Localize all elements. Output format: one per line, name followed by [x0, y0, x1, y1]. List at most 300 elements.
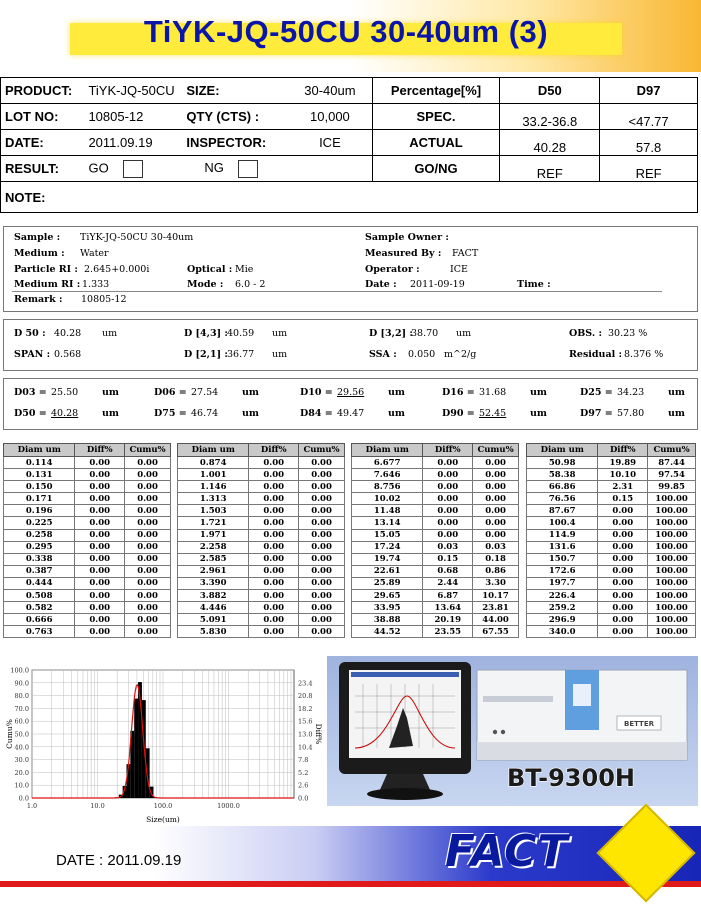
y-left-tick-label: 20.0 — [14, 768, 29, 777]
diam-cell: 0.150 — [4, 481, 75, 493]
table-row — [178, 469, 345, 481]
diff-cell: 0.00 — [75, 590, 125, 602]
gong-d97: REF — [600, 156, 698, 182]
y-left-tick-label: 10.0 — [14, 781, 29, 790]
spec-d50: 33.2-36.8 — [500, 104, 600, 130]
ssa-label: SSA : — [369, 349, 397, 360]
col-header: Diam um — [527, 444, 598, 457]
cumu-cell: 100.00 — [648, 493, 696, 505]
table-row — [352, 553, 519, 565]
diff-cell: 0.00 — [249, 614, 299, 626]
cumu-cell: 0.00 — [125, 529, 171, 541]
diam-cell: 3.390 — [178, 577, 249, 589]
diff-cell: 0.00 — [598, 590, 648, 602]
cumu-cell: 0.03 — [473, 541, 519, 553]
diff-cell: 20.19 — [423, 614, 473, 626]
spec-label: SPEC. — [372, 104, 500, 130]
diam-cell: 0.196 — [4, 505, 75, 517]
cumu-cell: 100.00 — [648, 626, 696, 638]
table-row — [527, 517, 696, 529]
residual-label: Residual : — [569, 349, 623, 360]
table-row — [178, 553, 345, 565]
footer-date: DATE : 2011.09.19 — [56, 852, 182, 869]
table-row — [352, 602, 519, 614]
percentile-unit: um — [668, 387, 685, 398]
diff-cell: 0.00 — [598, 541, 648, 553]
y-right-tick-label: 18.2 — [298, 704, 313, 713]
percentile-label: D25 = — [580, 387, 613, 398]
diff-cell: 0.00 — [249, 565, 299, 577]
size-label: SIZE: — [182, 78, 288, 104]
percentile-label: D90 = — [442, 408, 475, 419]
diam-cell: 0.225 — [4, 517, 75, 529]
go-option[interactable] — [84, 156, 182, 182]
medium-ri-label: Medium RI : — [14, 279, 81, 290]
y-right-tick-label: 7.8 — [298, 756, 309, 765]
instrument-label-strip — [483, 696, 553, 702]
stats-panel — [3, 319, 698, 371]
cumu-cell: 0.00 — [473, 529, 519, 541]
sample-panel — [3, 226, 698, 312]
diff-cell: 13.64 — [423, 602, 473, 614]
y-left-tick-label: 90.0 — [14, 679, 29, 688]
table-row — [178, 590, 345, 602]
cumu-cell: 0.00 — [125, 541, 171, 553]
table-row — [4, 493, 171, 505]
diam-cell: 114.9 — [527, 529, 598, 541]
diff-cell: 0.00 — [423, 457, 473, 469]
diff-cell: 0.00 — [423, 493, 473, 505]
particle-ri-value: 2.645+0.000i — [84, 264, 150, 275]
percentile-value: 57.80 — [617, 408, 645, 419]
diff-cell: 0.00 — [75, 481, 125, 493]
col-header: Diff% — [423, 444, 473, 457]
size-table-3 — [351, 443, 519, 638]
diff-cell: 0.03 — [423, 541, 473, 553]
diff-cell: 0.00 — [598, 517, 648, 529]
cumu-cell: 0.86 — [473, 565, 519, 577]
d32-label: D [3,2] : — [369, 328, 413, 339]
percentile-label: D75 = — [154, 408, 187, 419]
diam-cell: 1.721 — [178, 517, 249, 529]
table-row — [178, 626, 345, 638]
owner-label: Sample Owner : — [365, 232, 449, 243]
table-row — [178, 614, 345, 626]
percentile-value: 25.50 — [51, 387, 79, 398]
diff-cell: 0.00 — [249, 541, 299, 553]
diff-cell: 0.00 — [249, 481, 299, 493]
d97-header: D97 — [600, 78, 698, 104]
col-header: Diam um — [4, 444, 75, 457]
y-left-tick-label: 80.0 — [14, 692, 29, 701]
diam-cell: 1.503 — [178, 505, 249, 517]
cumu-cell: 0.00 — [473, 481, 519, 493]
lot-value: 10805-12 — [84, 104, 182, 130]
cumu-cell: 0.00 — [125, 457, 171, 469]
diam-cell: 1.313 — [178, 493, 249, 505]
diam-cell: 0.508 — [4, 590, 75, 602]
table-row — [4, 469, 171, 481]
cumu-cell: 87.44 — [648, 457, 696, 469]
diam-cell: 87.67 — [527, 505, 598, 517]
size-value: 30-40um — [288, 78, 372, 104]
percentile-unit: um — [530, 408, 547, 419]
qty-label: QTY (CTS) : — [182, 104, 288, 130]
mode-value: 6.0 - 2 — [235, 279, 266, 290]
percentile-value: 46.74 — [191, 408, 219, 419]
cumu-cell: 0.00 — [125, 626, 171, 638]
cumu-cell: 0.00 — [299, 457, 345, 469]
table-row — [352, 541, 519, 553]
table-row — [527, 481, 696, 493]
diam-cell: 33.95 — [352, 602, 423, 614]
y-left-tick-label: 50.0 — [14, 730, 29, 739]
cumu-cell: 0.00 — [299, 590, 345, 602]
go-checkbox[interactable] — [123, 160, 143, 178]
cumu-cell: 0.00 — [299, 614, 345, 626]
table-row — [352, 565, 519, 577]
cumu-cell: 97.54 — [648, 469, 696, 481]
y-left-axis-label: Cumu% — [5, 719, 14, 749]
ssa-value: 0.050 — [408, 349, 436, 360]
diam-cell: 6.677 — [352, 457, 423, 469]
cumu-cell: 0.00 — [299, 481, 345, 493]
cumu-cell: 0.00 — [299, 493, 345, 505]
table-row — [178, 493, 345, 505]
product-value: TiYK-JQ-50CU — [84, 78, 182, 104]
distribution-chart — [2, 660, 322, 826]
product-label: PRODUCT: — [1, 78, 85, 104]
diam-cell: 1.146 — [178, 481, 249, 493]
table-row — [352, 457, 519, 469]
diff-cell: 0.00 — [75, 529, 125, 541]
col-header: Diff% — [75, 444, 125, 457]
diff-cell: 0.00 — [598, 602, 648, 614]
col-header: Cumu% — [299, 444, 345, 457]
diff-cell: 0.00 — [598, 529, 648, 541]
table-row — [527, 553, 696, 565]
cumu-cell: 0.00 — [299, 529, 345, 541]
diam-cell: 0.258 — [4, 529, 75, 541]
date-label: DATE: — [1, 130, 85, 156]
diam-cell: 0.114 — [4, 457, 75, 469]
table-row — [4, 541, 171, 553]
diam-cell: 38.88 — [352, 614, 423, 626]
residual-value: 8.376 % — [624, 349, 664, 360]
diff-cell: 0.00 — [423, 529, 473, 541]
cumu-cell: 0.00 — [125, 505, 171, 517]
x-tick-label: 10.0 — [90, 802, 105, 810]
cumu-cell: 0.00 — [473, 493, 519, 505]
diff-cell: 19.89 — [598, 457, 648, 469]
ng-label: NG — [204, 159, 224, 175]
col-header: Diam um — [352, 444, 423, 457]
y-left-tick-label: 100.0 — [10, 666, 29, 675]
table-row — [4, 553, 171, 565]
table-row — [527, 590, 696, 602]
instrument-base — [477, 742, 687, 760]
product-photo — [327, 656, 698, 806]
diff-cell: 0.00 — [75, 493, 125, 505]
diam-cell: 4.446 — [178, 602, 249, 614]
table-row — [527, 469, 696, 481]
diam-cell: 13.14 — [352, 517, 423, 529]
col-header: Cumu% — [648, 444, 696, 457]
d43-value: 40.59 — [227, 328, 255, 339]
diff-cell: 0.00 — [75, 626, 125, 638]
cumu-cell: 0.00 — [299, 626, 345, 638]
cumu-cell: 0.00 — [125, 602, 171, 614]
d43-unit: um — [272, 328, 288, 339]
table-row — [352, 614, 519, 626]
ng-checkbox[interactable] — [238, 160, 258, 178]
diff-cell: 0.00 — [249, 457, 299, 469]
diff-cell: 6.87 — [423, 590, 473, 602]
diff-cell: 0.00 — [249, 577, 299, 589]
table-row — [4, 626, 171, 638]
table-row — [178, 602, 345, 614]
model-name: BT-9300H — [507, 764, 635, 792]
obs-value: 30.23 % — [608, 328, 648, 339]
medium-ri-value: 1.333 — [82, 279, 110, 290]
diam-cell: 296.9 — [527, 614, 598, 626]
cumu-cell: 0.00 — [125, 553, 171, 565]
percentile-value: 52.45 — [479, 408, 507, 419]
diam-cell: 1.971 — [178, 529, 249, 541]
col-header: Diff% — [249, 444, 299, 457]
diam-cell: 66.86 — [527, 481, 598, 493]
table-row — [4, 481, 171, 493]
table-row — [178, 481, 345, 493]
d21-label: D [2,1] : — [184, 349, 228, 360]
diam-cell: 76.56 — [527, 493, 598, 505]
y-right-tick-label: 20.8 — [298, 692, 313, 701]
cumu-cell: 99.85 — [648, 481, 696, 493]
diff-cell: 23.55 — [423, 626, 473, 638]
table-row — [178, 577, 345, 589]
y-left-tick-label: 60.0 — [14, 717, 29, 726]
diam-cell: 11.48 — [352, 505, 423, 517]
percentiles-panel — [3, 378, 698, 430]
percentile-label: D06 = — [154, 387, 187, 398]
table-row — [178, 529, 345, 541]
mode-label: Mode : — [187, 279, 224, 290]
diam-cell: 0.874 — [178, 457, 249, 469]
diam-cell: 0.582 — [4, 602, 75, 614]
sample-label: Sample : — [14, 232, 61, 243]
gong-d50: REF — [500, 156, 600, 182]
table-row — [527, 614, 696, 626]
time-label: Time : — [517, 279, 551, 290]
diam-cell: 17.24 — [352, 541, 423, 553]
ng-option[interactable] — [182, 156, 288, 182]
diff-cell: 0.00 — [75, 565, 125, 577]
span-value: 0.568 — [54, 349, 82, 360]
cumu-cell: 0.00 — [299, 469, 345, 481]
cumu-cell: 100.00 — [648, 505, 696, 517]
cumu-cell: 0.00 — [299, 565, 345, 577]
sample-value: TiYK-JQ-50CU 30-40um — [80, 232, 194, 243]
diam-cell: 0.666 — [4, 614, 75, 626]
cumu-cell: 44.00 — [473, 614, 519, 626]
y-right-tick-label: 2.6 — [298, 781, 309, 790]
diam-cell: 150.7 — [527, 553, 598, 565]
diff-cell: 2.44 — [423, 577, 473, 589]
cumu-cell: 0.00 — [473, 469, 519, 481]
percentile-label: D16 = — [442, 387, 475, 398]
screen-titlebar — [351, 672, 459, 677]
cumu-cell: 100.00 — [648, 529, 696, 541]
lot-label: LOT NO: — [1, 104, 85, 130]
diff-cell: 0.00 — [249, 469, 299, 481]
cumu-cell: 0.00 — [299, 505, 345, 517]
diff-cell: 0.00 — [75, 553, 125, 565]
date-value-sample: 2011-09-19 — [410, 279, 465, 290]
remark-value: 10805-12 — [81, 294, 127, 305]
cumu-cell: 100.00 — [648, 590, 696, 602]
d32-value: 38.70 — [411, 328, 439, 339]
diff-cell: 0.00 — [423, 481, 473, 493]
y-right-tick-label: 13.0 — [298, 730, 313, 739]
cumu-cell: 0.00 — [125, 517, 171, 529]
table-row — [527, 493, 696, 505]
divider — [12, 291, 662, 292]
percentile-label: D50 = — [14, 408, 47, 419]
cumu-cell: 100.00 — [648, 553, 696, 565]
cumu-cell: 0.00 — [299, 553, 345, 565]
diff-cell: 2.31 — [598, 481, 648, 493]
percentile-unit: um — [668, 408, 685, 419]
percentile-unit: um — [530, 387, 547, 398]
actual-d50: 40.28 — [500, 130, 600, 156]
x-tick-label: 1000.0 — [217, 802, 240, 810]
table-row — [4, 505, 171, 517]
d21-unit: um — [272, 349, 288, 360]
y-right-tick-label: 23.4 — [298, 679, 313, 688]
diam-cell: 259.2 — [527, 602, 598, 614]
note-label: NOTE: — [1, 182, 698, 213]
diam-cell: 100.4 — [527, 517, 598, 529]
inspector-label: INSPECTOR: — [182, 130, 288, 156]
percentile-value: 31.68 — [479, 387, 507, 398]
percentile-unit: um — [388, 408, 405, 419]
cumu-cell: 0.00 — [125, 590, 171, 602]
cumu-cell: 100.00 — [648, 577, 696, 589]
diam-cell: 2.258 — [178, 541, 249, 553]
diff-cell: 0.00 — [598, 505, 648, 517]
diam-cell: 0.131 — [4, 469, 75, 481]
diam-cell: 19.74 — [352, 553, 423, 565]
col-header: Cumu% — [125, 444, 171, 457]
medium-label: Medium : — [14, 248, 65, 259]
cumu-cell: 0.00 — [125, 577, 171, 589]
percentile-value: 34.23 — [617, 387, 645, 398]
table-row — [352, 577, 519, 589]
diff-cell: 0.00 — [249, 529, 299, 541]
brand-text: BETTER — [624, 720, 654, 728]
col-header: Diam um — [178, 444, 249, 457]
cumu-cell: 0.00 — [125, 493, 171, 505]
diff-cell: 0.15 — [598, 493, 648, 505]
diam-cell: 131.6 — [527, 541, 598, 553]
diff-cell: 0.00 — [75, 505, 125, 517]
table-row — [4, 590, 171, 602]
col-header: Diff% — [598, 444, 648, 457]
diam-cell: 2.585 — [178, 553, 249, 565]
diam-cell: 172.6 — [527, 565, 598, 577]
x-tick-label: 100.0 — [153, 802, 173, 810]
diam-cell: 29.65 — [352, 590, 423, 602]
col-header: Cumu% — [473, 444, 519, 457]
gong-label: GO/NG — [372, 156, 500, 182]
diam-cell: 0.338 — [4, 553, 75, 565]
diff-cell: 0.68 — [423, 565, 473, 577]
qty-value: 10,000 — [288, 104, 372, 130]
x-axis-label: Size(um) — [146, 815, 180, 824]
table-row — [4, 614, 171, 626]
go-label: GO — [88, 159, 109, 175]
cumu-cell: 0.00 — [125, 614, 171, 626]
size-table-1 — [3, 443, 171, 638]
table-row — [527, 505, 696, 517]
table-row — [527, 602, 696, 614]
x-tick-label: 1.0 — [26, 802, 38, 810]
table-row — [178, 505, 345, 517]
percentile-unit: um — [102, 408, 119, 419]
table-row — [4, 517, 171, 529]
table-row — [178, 541, 345, 553]
diff-cell: 0.15 — [423, 553, 473, 565]
y-left-tick-label: 70.0 — [14, 704, 29, 713]
diam-cell: 0.763 — [4, 626, 75, 638]
diff-cell: 0.00 — [75, 469, 125, 481]
diff-cell: 0.00 — [423, 517, 473, 529]
cumu-cell: 0.00 — [299, 517, 345, 529]
percentile-unit: um — [242, 387, 259, 398]
indicator-light — [493, 730, 497, 734]
diam-cell: 0.171 — [4, 493, 75, 505]
table-row — [4, 602, 171, 614]
table-row — [352, 505, 519, 517]
diff-cell: 0.00 — [75, 577, 125, 589]
percentile-value: 29.56 — [337, 387, 365, 398]
y-left-tick-label: 40.0 — [14, 743, 29, 752]
cumu-cell: 100.00 — [648, 602, 696, 614]
diam-cell: 1.001 — [178, 469, 249, 481]
cumu-cell: 10.17 — [473, 590, 519, 602]
diff-cell: 0.00 — [249, 626, 299, 638]
cumu-cell: 0.00 — [473, 517, 519, 529]
table-row — [527, 565, 696, 577]
percentile-value: 49.47 — [337, 408, 365, 419]
obs-label: OBS. : — [569, 328, 602, 339]
diff-cell: 0.00 — [249, 553, 299, 565]
y-right-tick-label: 15.6 — [298, 717, 313, 726]
diff-cell: 0.00 — [75, 457, 125, 469]
diff-cell: 0.00 — [249, 505, 299, 517]
diam-cell: 2.961 — [178, 565, 249, 577]
diff-cell: 0.00 — [423, 469, 473, 481]
d50-header: D50 — [500, 78, 600, 104]
diam-cell: 22.61 — [352, 565, 423, 577]
y-right-tick-label: 5.2 — [298, 768, 309, 777]
table-row — [4, 457, 171, 469]
optical-value: Mie — [235, 264, 254, 275]
cumu-cell: 0.00 — [299, 602, 345, 614]
spec-d97: <47.77 — [600, 104, 698, 130]
operator-label: Operator : — [365, 264, 420, 275]
table-row — [352, 517, 519, 529]
